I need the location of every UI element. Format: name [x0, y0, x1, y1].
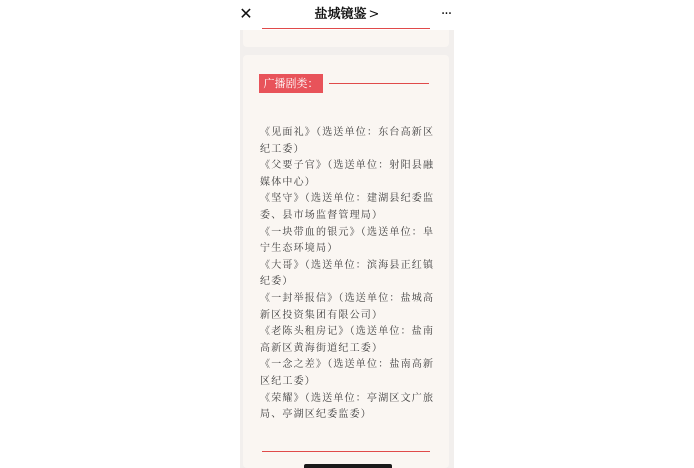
entry-line: 纪委）	[260, 276, 294, 288]
entry-line: 委、县市场监督管理局）	[260, 209, 384, 221]
entry-line: 区纪工委）	[260, 375, 316, 387]
section-divider-top	[262, 28, 430, 29]
entry-line: 《见面礼》（选送单位：东台高新区	[260, 127, 435, 138]
entry-line: 《一块带血的银元》（选送单位：阜	[260, 226, 435, 238]
chevron-right-icon: >	[368, 7, 380, 22]
section-heading-rule	[329, 83, 429, 84]
entry-line: 新区投资集团有限公司）	[260, 309, 384, 321]
entry-line: 《荣耀》（选送单位：亭湖区文广旅	[260, 392, 435, 404]
entry-line: 《老陈头租房记》（选送单位：盐南	[260, 326, 435, 338]
entry-line: 宁生态环境局）	[260, 243, 339, 255]
previous-section-card	[243, 30, 449, 47]
close-icon[interactable]: ✕	[239, 4, 253, 23]
home-indicator	[304, 464, 392, 468]
top-navbar	[0, 0, 694, 30]
entry-line: 《大哥》（选送单位：滨海县正红镇	[260, 259, 435, 271]
account-title-button[interactable]	[290, 5, 404, 25]
entry-line: 局、亭湖区纪委监委）	[260, 409, 372, 421]
entry-line: 《一念之差》（选送单位：盐南高新	[260, 359, 435, 371]
section-divider-bottom	[262, 451, 430, 452]
entry-line: 高新区黄海街道纪工委）	[260, 342, 384, 354]
entry-line: 纪工委）	[260, 143, 305, 155]
more-icon[interactable]: ···	[440, 6, 452, 22]
entry-line: 《一封举报信》（选送单位：盐城高	[260, 292, 435, 304]
account-title: 盐城镜鉴	[314, 7, 367, 22]
entry-line: 媒体中心）	[260, 176, 316, 188]
entry-line: 《坚守》（选送单位：建湖县纪委监	[260, 193, 435, 205]
section-heading-label: 广播剧类：	[259, 74, 323, 93]
entry-line: 《父要子官》（选送单位：射阳县融	[260, 160, 435, 172]
entry-list	[260, 125, 440, 424]
